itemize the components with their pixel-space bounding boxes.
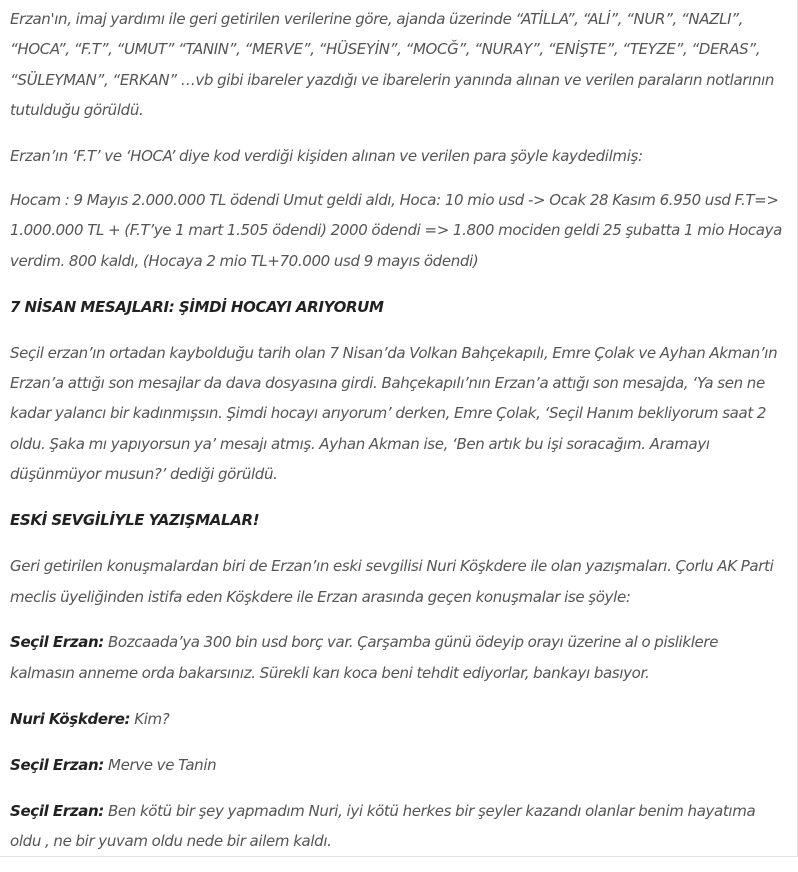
article-body — [10, 4, 782, 872]
dialogue-text: Ben kötü bir şey yapmadım Nuri, iyi kötü herkes bir şeyler kazandı olanlar benim hayatıma oldu , ne bir yuvam oldu nede bir ailem kaldı. — [10, 801, 756, 850]
dialogue-text: Kim? — [130, 709, 170, 728]
section-heading: ESKİ SEVGİLİYLE YAZIŞMALAR! — [10, 511, 260, 530]
dialogue-line — [10, 796, 782, 857]
dialogue-speaker: Seçil Erzan: — [10, 633, 104, 652]
dialogue-text: Merve ve Tanin — [103, 755, 217, 774]
dialogue-line — [10, 750, 782, 780]
dialogue-speaker: Seçil Erzan: — [10, 801, 104, 820]
dialogue-line — [10, 627, 782, 688]
article-paragraph: Seçil erzan’ın ortadan kaybolduğu tarih olan 7 Nisan’da Volkan Bahçekapılı, Emre Çolak ve Ayhan Akman’ın Erzan’a attığı son mesajlar da dava dosyasına girdi. Bahçekapılı’nın Erzan’a attığı son mesajda, ‘Ya sen ne kadar yalancı bir kadınmışsın. Şimdi hocayı arıyorum’ derken, Emre Çolak, ‘Seçil Hanım bekliyorum saat 2 oldu. Şaka mı yapıyorsun ya’ mesajı atmış. Ayhan Akman ise, ‘Ben artık bu işi soracağım. Aramayı düşünmüyor musun?’ dediği görüldü. — [10, 343, 778, 484]
dialogue-speaker: Nuri Köşkdere: — [10, 709, 131, 728]
article-paragraph: Geri getirilen konuşmalardan biri de Erzan’ın eski sevgilisi Nuri Köşkdere ile olan yazışmaları. Çorlu AK Parti meclis üyeliğinden istifa eden Köşkdere ile Erzan arasında geçen konuşmalar ise şöyle: — [10, 557, 774, 606]
section-heading: 7 NİSAN MESAJLARI: ŞİMDİ HOCAYI ARIYORUM — [10, 297, 384, 316]
article-paragraph: Erzan'ın, imaj yardımı ile geri getirilen verilerine göre, ajanda üzerinde “ATİLLA”, “ALİ”, “NUR”, “NAZLI”, “HOCA”, “F.T”, “UMUT” “TANIN”, “MERVE”, “HÜSEYİN”, “MOCĞ”, “NURAY”, “ENİŞTE”, “TEYZE”, “DERAS”, “SÜLEYMAN”, “ERKAN” …vb gibi ibareler yazdığı ve ibarelerin yanında alınan ve verilen paraların notlarının tutulduğu görüldü. — [10, 10, 775, 120]
dialogue-text: Bozcaada’ya 300 bin usd borç var. Çarşamba günü ödeyip orayı üzerine al o pisliklere kalmasın anneme orda bakarsınız. Sürekli karı koca beni tehdit ediyorlar, bankayı basıyor. — [10, 633, 719, 682]
dialogue-speaker: Seçil Erzan: — [10, 755, 104, 774]
article-paragraph: Erzan’ın ‘F.T’ ve ‘HOCA’ diye kod verdiği kişiden alınan ve verilen para şöyle kaydedilmiş: — [10, 147, 643, 166]
article-paragraph: Hocam : 9 Mayıs 2.000.000 TL ödendi Umut geldi aldı, Hoca: 10 mio usd -> Ocak 28 Kasım 6.950 usd F.T=> 1.000.000 TL + (F.T’ye 1 mart 1.505 ödendi) 2000 ödendi => 1.800 mociden geldi 25 şubatta 1 mio Hocaya verdim. 800 kaldı, (Hocaya 2 mio TL+70.000 usd 9 mayıs ödendi) — [10, 191, 783, 270]
dialogue-line — [10, 704, 782, 734]
